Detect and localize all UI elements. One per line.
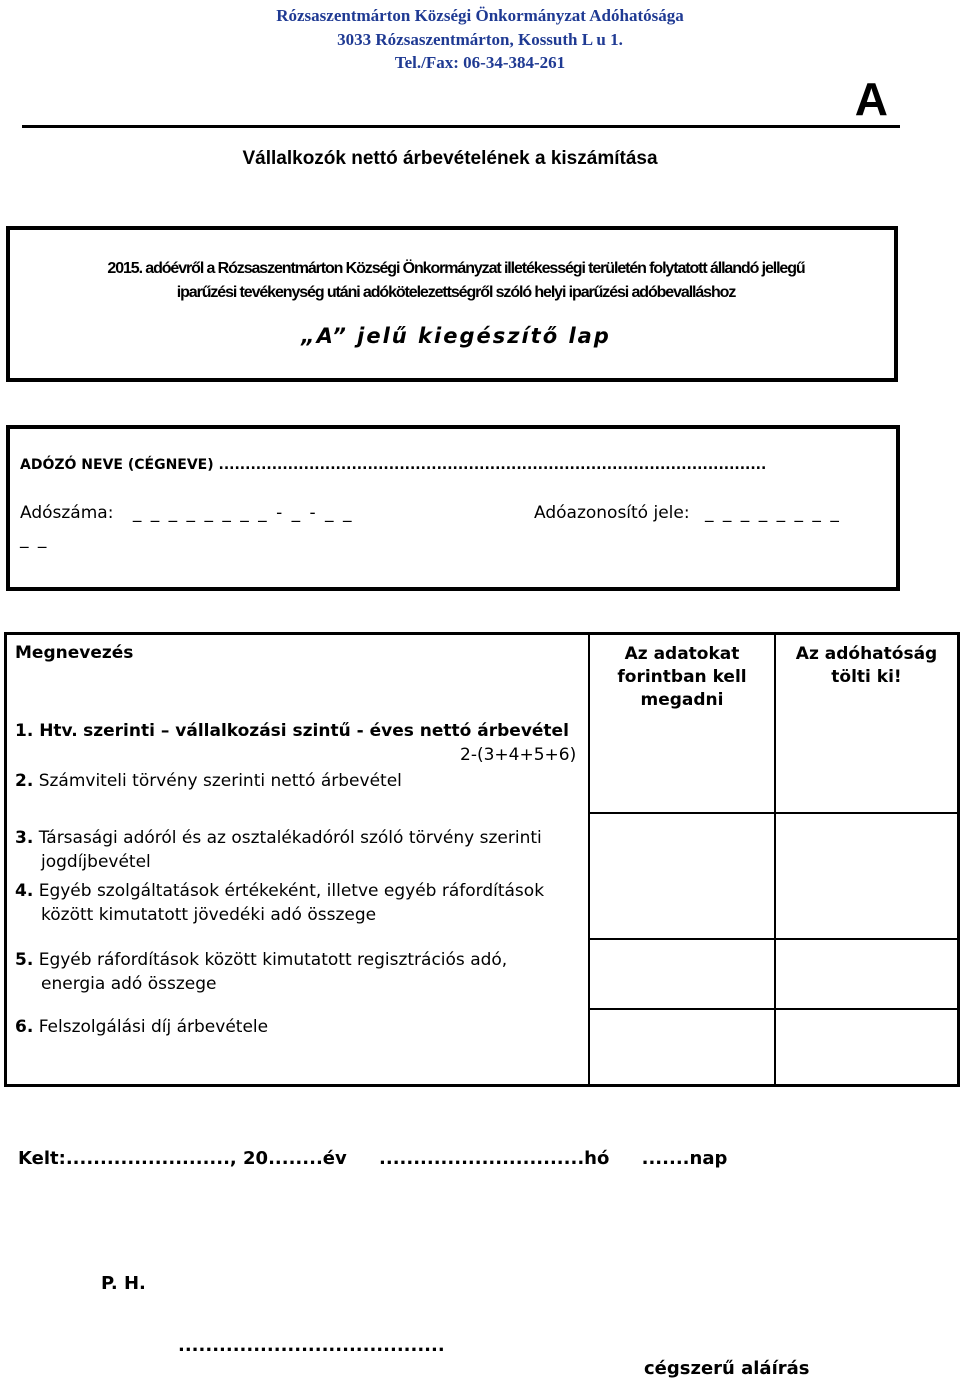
date-line	[18, 1148, 727, 1169]
table-row	[15, 826, 542, 874]
date-place-field[interactable]: ........................	[65, 1148, 230, 1169]
row-number: 1. Htv.	[15, 721, 78, 741]
tax-id-label: Adóazonosító jele:	[534, 503, 690, 523]
year-label: év	[322, 1148, 347, 1169]
row-number: 5.	[15, 950, 34, 970]
page-title: Vállalkozók nettó árbevételének a kiszámítása	[242, 148, 658, 169]
tax-number-row	[20, 503, 353, 523]
tax-number-label: Adószáma:	[20, 503, 114, 523]
month-label: hó	[584, 1148, 610, 1169]
column-header-amount-line: forintban kell	[617, 667, 747, 687]
column-header-authority-line: Az adóhatóság	[795, 644, 938, 664]
table-row	[15, 1017, 268, 1037]
declaration-title-box	[6, 226, 898, 382]
table-row	[15, 879, 544, 927]
authority-name: Rózsaszentmárton Községi Önkormányzat Adóhatósága	[276, 6, 684, 25]
table-row	[15, 721, 569, 741]
day-label: nap	[689, 1148, 728, 1169]
row-divider	[588, 1008, 957, 1010]
date-label: Kelt:	[18, 1148, 66, 1169]
taxpayer-name-row	[20, 457, 766, 473]
row-number: 6.	[15, 1017, 34, 1037]
row-label: Társasági adóról és az osztalékadóról szóló törvény szerinti	[38, 828, 542, 848]
row-label: Felszolgálási díj árbevétele	[38, 1017, 269, 1037]
column-header-amount	[590, 643, 774, 712]
authority-address: 3033 Rózsaszentmárton, Kossuth L u 1.	[337, 30, 623, 49]
taxpayer-name-field[interactable]: .......................................................................................................	[218, 457, 767, 473]
declaration-title-line2: iparűzési tevékenység utáni adókötelezettségről szóló helyi iparűzési adóbevalláshoz	[176, 284, 736, 301]
table-row	[15, 771, 402, 791]
row-number: 4.	[15, 881, 34, 901]
row-label: Egyéb ráfordítások között kimutatott regisztrációs adó,	[38, 950, 508, 970]
row-label: Számviteli törvény szerinti nettó árbevétel	[38, 771, 402, 791]
row-formula: 2-(3+4+5+6)	[460, 745, 577, 765]
row-label-continued: között kimutatott jövedéki adó összege	[41, 905, 377, 925]
table-row	[15, 948, 507, 996]
day-field[interactable]: .......	[641, 1148, 690, 1169]
taxpayer-info-box	[6, 425, 900, 591]
taxpayer-name-label: ADÓZÓ NEVE (CÉGNEVE)	[20, 457, 214, 473]
authority-phone: Tel./Fax: 06-34-384-261	[394, 53, 566, 72]
supplementary-sheet-title: „A” jelű kiegészítő lap	[301, 324, 611, 348]
row-label: szerinti – vállalkozási szintű - éves nettó árbevétel	[83, 721, 569, 741]
row-label: Egyéb szolgáltatások értékeként, illetve egyéb ráfordítások	[38, 881, 545, 901]
tax-id-field[interactable]: _ _ _ _ _ _ _ _	[705, 503, 841, 523]
year-field[interactable]: ........	[268, 1148, 323, 1169]
row-label-continued: energia adó összege	[41, 974, 217, 994]
row-divider	[588, 812, 957, 814]
tax-number-field[interactable]: _ _ _ _ _ _ _ _ - _ - _ _	[132, 503, 354, 523]
declaration-title-line1: 2015. adóévről a Rózsaszentmárton Községi Önkormányzat illetékességi területén folytatott állandó jellegű	[107, 260, 805, 277]
column-header-amount-line: Az adatokat	[624, 644, 740, 664]
signature-field[interactable]: .......................................	[178, 1335, 445, 1356]
row-divider	[588, 938, 957, 940]
signature-label: cégszerű aláírás	[644, 1358, 810, 1379]
form-letter: A	[854, 73, 888, 125]
tax-id-field-continued[interactable]: _ _	[20, 529, 49, 549]
year-prefix: , 20	[229, 1148, 269, 1169]
tax-id-row	[534, 503, 841, 523]
column-header-name: Megnevezés	[15, 643, 134, 663]
row-number: 2.	[15, 771, 34, 791]
column-divider	[774, 635, 776, 1084]
column-header-amount-line: megadni	[640, 690, 724, 710]
header-divider	[22, 125, 900, 128]
column-header-authority-line: tölti ki!	[831, 667, 902, 687]
calculation-table	[4, 632, 960, 1087]
row-label-continued: jogdíjbevétel	[41, 852, 151, 872]
month-field[interactable]: ..............................	[379, 1148, 585, 1169]
column-header-authority	[776, 643, 957, 689]
row-number: 3.	[15, 828, 34, 848]
stamp-placeholder: P. H.	[101, 1273, 146, 1294]
